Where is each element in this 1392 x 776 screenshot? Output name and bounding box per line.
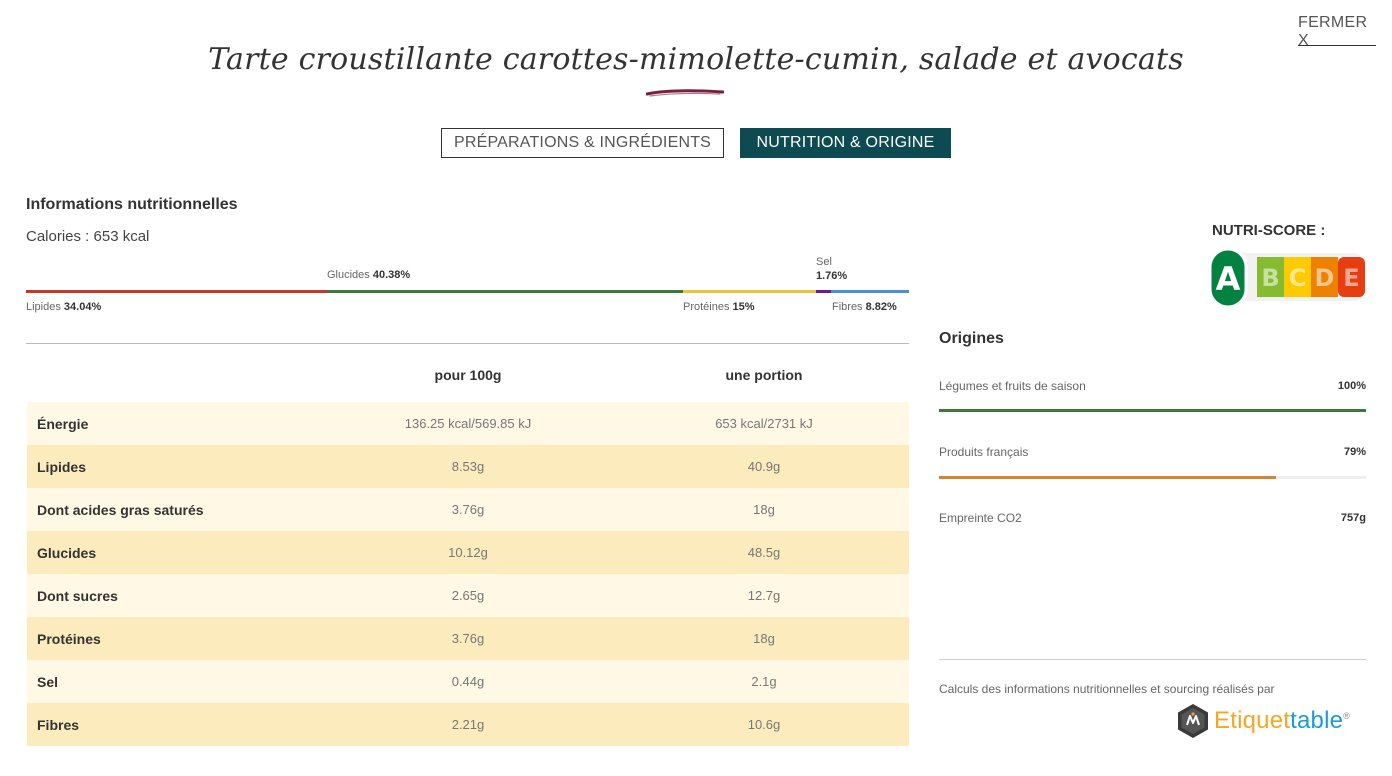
nutrient-name: Sel	[37, 673, 59, 690]
table-row	[27, 445, 909, 488]
value-100g: 10.12g	[448, 545, 488, 560]
value-100g: 0.44g	[451, 674, 485, 689]
close-button[interactable]: FERMER X	[1298, 14, 1376, 46]
nutriscore-badge	[1208, 247, 1366, 311]
macro-segment-fibres	[831, 290, 909, 293]
origin-label-francais: Produits français	[939, 445, 1029, 459]
etiquettable-wordmark: Etiquettable®	[1214, 707, 1351, 734]
macro-label-sel: Sel 1.76%	[816, 256, 848, 282]
column-header-portion: une portion	[725, 367, 803, 383]
table-row	[27, 617, 909, 660]
nutriscore-letter-c: C	[1288, 264, 1307, 292]
value-100g: 3.76g	[451, 631, 485, 646]
table-row	[27, 703, 909, 746]
title-underline-decoration	[646, 88, 724, 98]
nutrient-name: Protéines	[37, 630, 101, 647]
origin-bar-fill	[939, 476, 1276, 479]
nutrient-name: Dont sucres	[37, 587, 118, 604]
nutriscore-label: NUTRI-SCORE :	[1212, 222, 1326, 239]
value-100g: 8.53g	[451, 459, 485, 474]
macro-segment-lipides	[26, 290, 327, 293]
macro-distribution-bar	[26, 290, 909, 293]
column-header-100g: pour 100g	[434, 367, 502, 383]
origin-label-saison: Légumes et fruits de saison	[939, 379, 1086, 393]
value-100g: 136.25 kcal/569.85 kJ	[404, 416, 532, 431]
nutrient-name: Fibres	[37, 716, 80, 733]
nutriscore-selected-letter: A	[1215, 260, 1241, 298]
value-portion: 18g	[753, 631, 775, 646]
calories-text: Calories : 653 kcal	[26, 228, 150, 245]
value-portion: 653 kcal/2731 kJ	[715, 416, 813, 431]
calculation-credit-text: Calculs des informations nutritionnelles et sourcing réalisés par	[939, 682, 1275, 696]
macro-label-lipides: Lipides 34.04%	[26, 301, 102, 313]
origin-value-francais: 79%	[1343, 446, 1366, 458]
value-portion: 48.5g	[747, 545, 781, 560]
value-100g: 2.65g	[451, 588, 485, 603]
value-100g: 2.21g	[451, 717, 485, 732]
divider	[26, 343, 909, 344]
origin-value-saison: 100%	[1337, 380, 1366, 392]
macro-label-fibres: Fibres 8.82%	[832, 301, 897, 313]
etiquettable-logo[interactable]	[1176, 703, 1350, 739]
value-portion: 2.1g	[751, 674, 777, 689]
tab-nutrition-origine[interactable]: NUTRITION & ORIGINE	[740, 128, 951, 158]
macro-segment-sel	[816, 290, 832, 293]
nutrient-name: Lipides	[37, 458, 87, 475]
macro-segment-glucides	[327, 290, 684, 293]
recipe-title: Tarte croustillante carottes-mimolette-cumin, salade et avocats	[208, 42, 1184, 77]
nutriscore-letter-e: E	[1343, 264, 1360, 292]
value-100g: 3.76g	[451, 502, 485, 517]
macro-segment-proteines	[683, 290, 815, 293]
value-portion: 12.7g	[747, 588, 781, 603]
table-row	[27, 531, 909, 574]
nutriscore-letter-d: D	[1314, 264, 1335, 292]
tab-preparations-ingredients[interactable]: PRÉPARATIONS & INGRÉDIENTS	[441, 128, 724, 158]
divider	[939, 659, 1366, 660]
table-row	[27, 660, 909, 703]
macro-label-proteines: Protéines 15%	[683, 301, 755, 313]
macro-label-glucides: Glucides 40.38%	[327, 269, 411, 281]
origin-bar-francais	[939, 476, 1366, 479]
table-row	[27, 402, 909, 445]
origins-heading: Origines	[939, 330, 1004, 347]
nutrition-heading: Informations nutritionnelles	[26, 196, 238, 213]
nutrient-name: Énergie	[37, 415, 89, 432]
origin-bar-saison	[939, 409, 1366, 412]
etiquettable-hexagon-icon	[1176, 703, 1210, 739]
nutriscore-letter-b: B	[1261, 264, 1280, 292]
table-row	[27, 488, 909, 531]
nutrient-name: Glucides	[37, 544, 97, 561]
value-portion: 10.6g	[747, 717, 781, 732]
value-portion: 40.9g	[747, 459, 781, 474]
table-row	[27, 574, 909, 617]
origin-value-co2: 757g	[1340, 512, 1366, 524]
nutrient-name: Dont acides gras saturés	[37, 501, 204, 518]
origin-label-co2: Empreinte CO2	[939, 511, 1022, 525]
value-portion: 18g	[753, 502, 775, 517]
origin-bar-fill	[939, 409, 1366, 412]
